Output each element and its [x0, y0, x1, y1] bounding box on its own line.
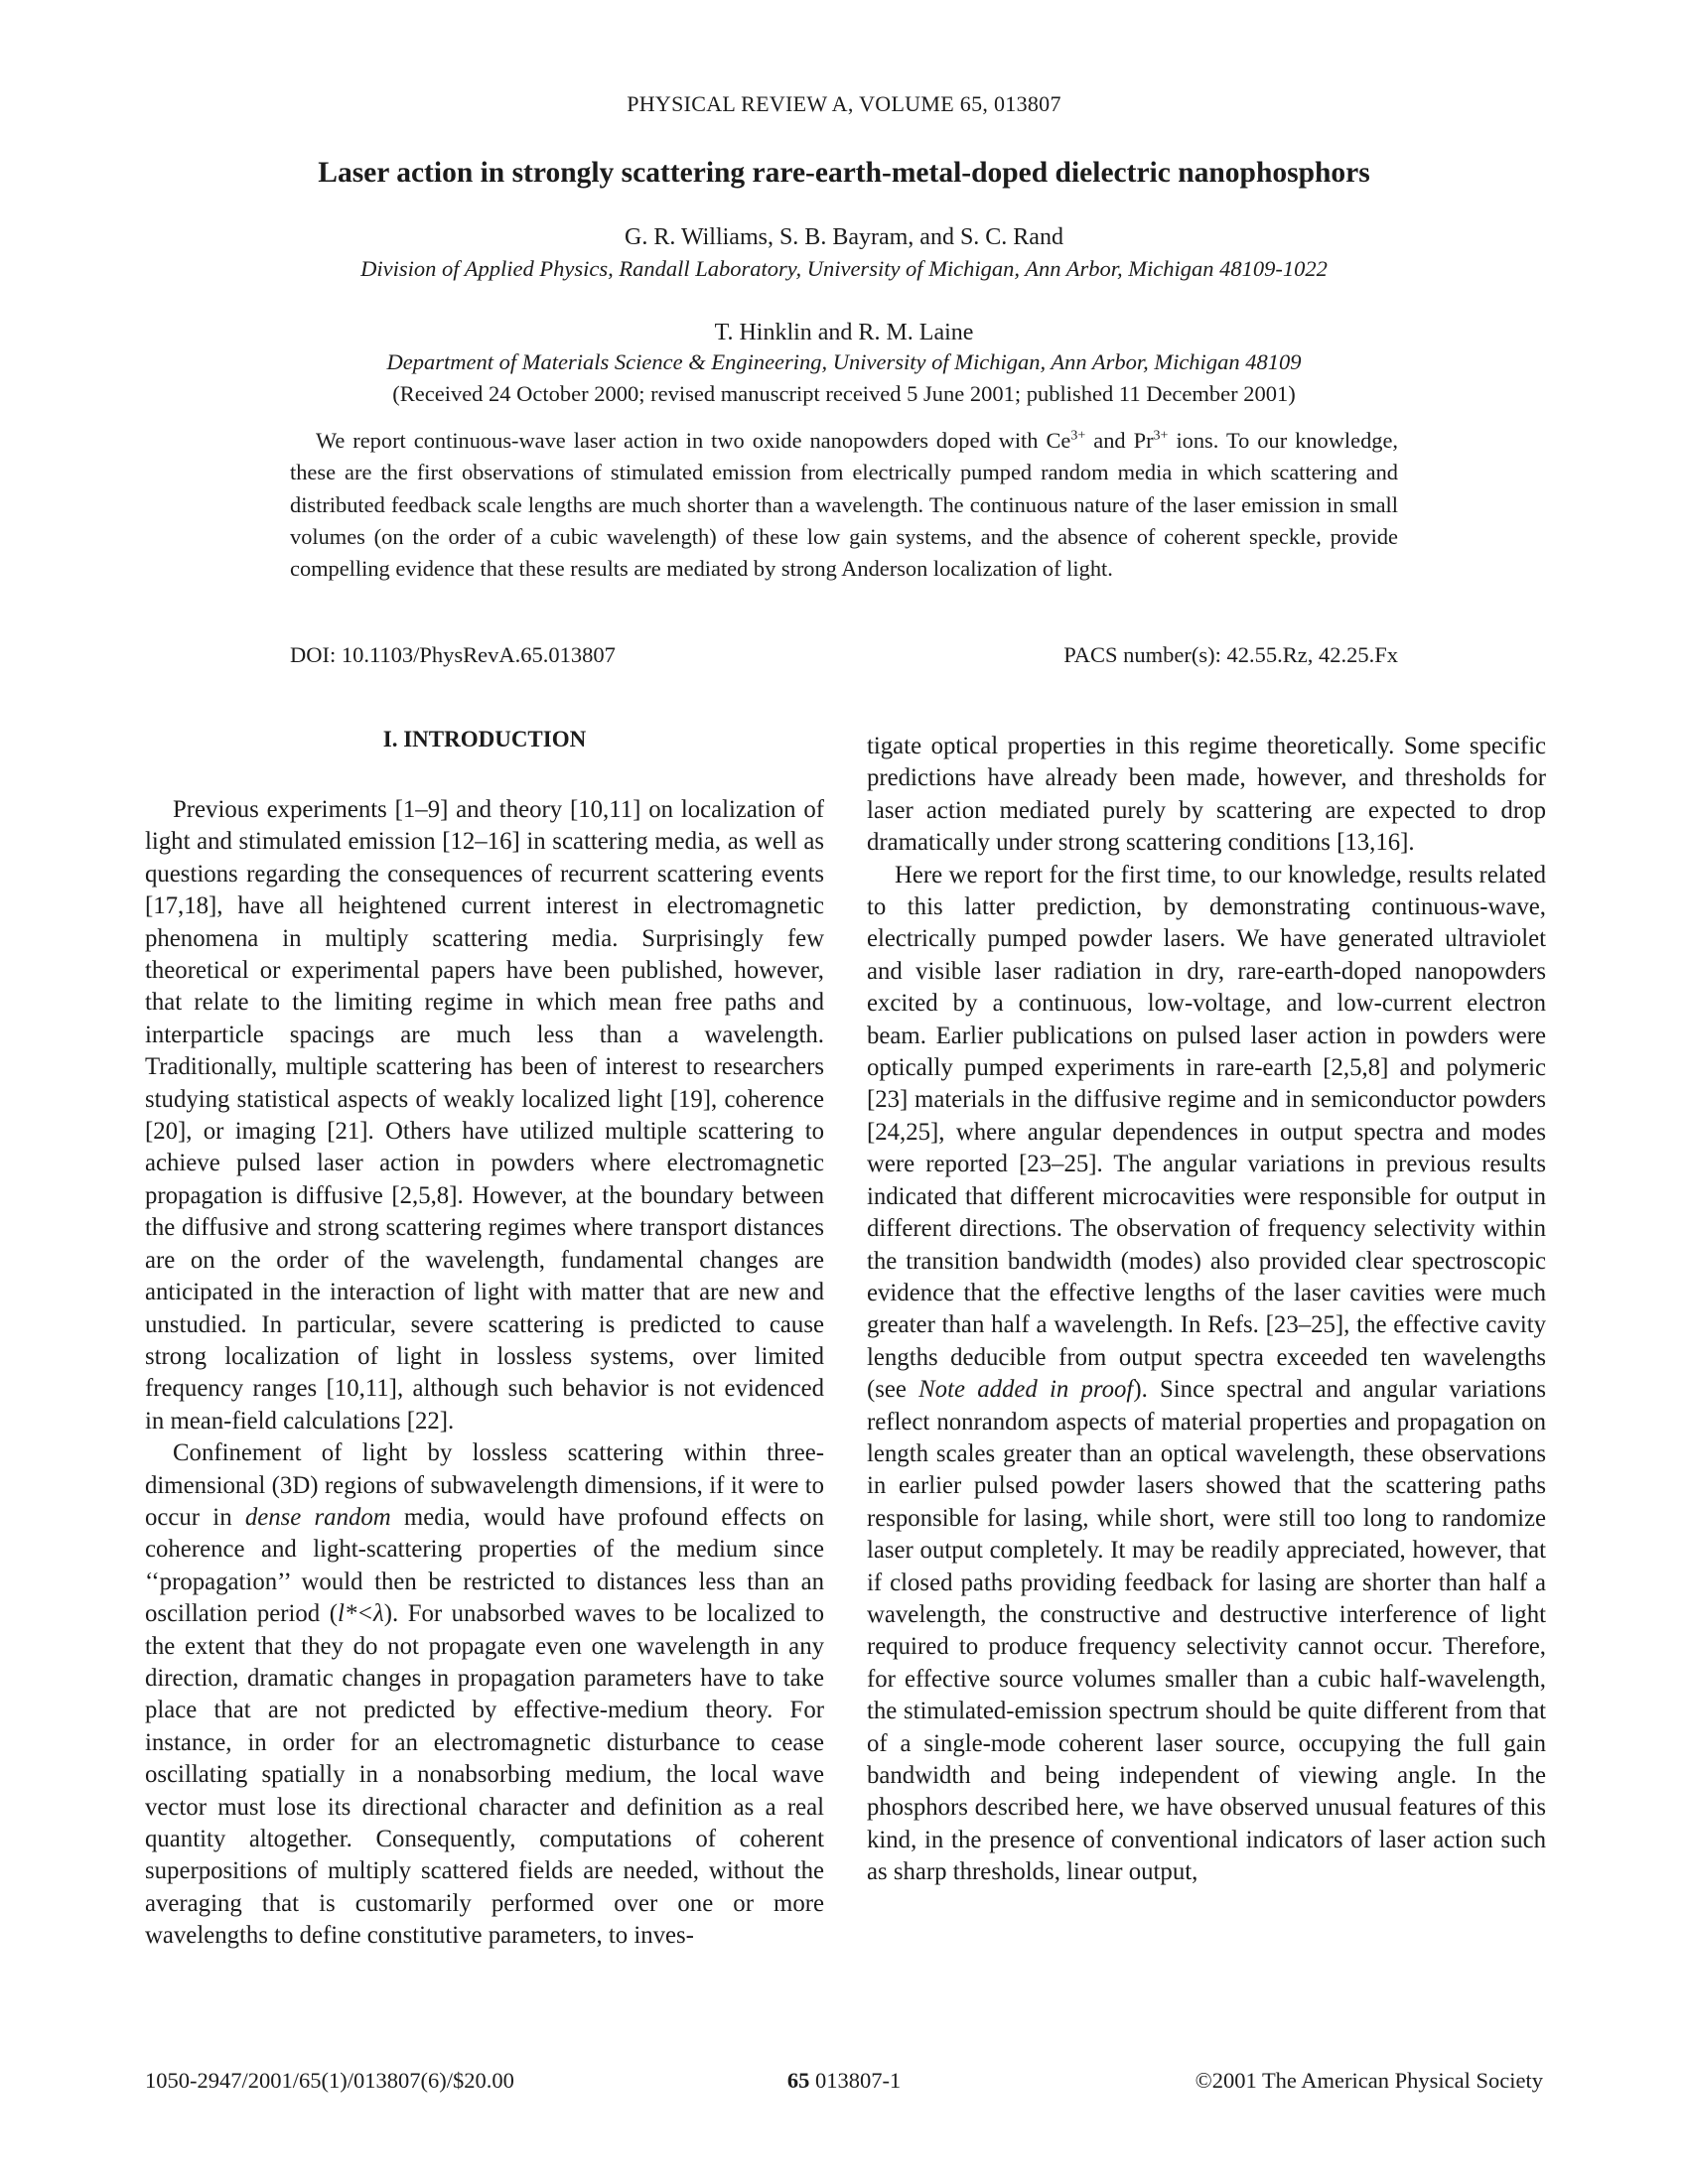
received-dates: (Received 24 October 2000; revised manuscript received 5 June 2001; published 11 December 2001) [392, 381, 1296, 406]
left-column [145, 794, 824, 1953]
right-paragraph-2-text-a: Here we report for the first time, to our knowledge, results related to this latter prediction, by demonstrating continuous-wave, electrically pumped powder lasers. We have generated ultraviolet and visible laser radiation in dry, rare-earth-doped nanopowders excited by a continuous, low-voltage, and low-current electron beam. Earlier publications on pulsed laser action in powders were optically pumped experiments in rare-earth [2,5,8] and polymeric [23] materials in the diffusive regime and in semiconductor powders [24,25], where angular dependences in output spectra and modes were reported [23–25]. The angular variations in previous results indicated that different microcavities were responsible for output in different directions. The observation of frequency selectivity within the transition bandwidth (modes) also provided clear spectroscopic evidence that the effective lengths of the laser cavities were much greater than half a wavelength. In Refs. [23–25], the effective cavity lengths deducible from output spectra exceeded ten wavelengths (see [867, 861, 1546, 1404]
doi: DOI: 10.1103/PhysRevA.65.013807 [290, 642, 616, 667]
paper-title: Laser action in strongly scattering rare-earth-metal-doped dielectric nanophosphors [318, 157, 1370, 189]
right-paragraph-1: tigate optical properties in this regime theoretically. Some specific predictions have already been made, however, and thresholds for laser action mediated purely by scattering are expected to drop dramatically under strong scattering conditions [13,16]. [867, 733, 1546, 857]
section-heading: I. INTRODUCTION [382, 727, 587, 751]
affiliation-2: Department of Materials Science & Engineering, University of Michigan, Ann Arbor, Michigan 48109 [386, 349, 1302, 374]
journal-header: PHYSICAL REVIEW A, VOLUME 65, 013807 [627, 91, 1061, 116]
left-paragraph-2-text-b: media, would have profound effects on coherence and light-scattering properties of the medium since ‘‘propagation’’ would then be restricted to distances less than an oscillation period ( [145, 1503, 824, 1628]
left-paragraph-1: Previous experiments [1–9] and theory [10,11] on localization of light and stimulated emission [12–16] in scattering media, as well as questions regarding the consequences of recurrent scattering events [17,18], have all heightened current interest in electromagnetic phenomena in multiply scattering media. Surprisingly few theoretical or experimental papers have been published, however, that relate to the limiting regime in which mean free paths and interparticle spacings are much less than a wavelength. Traditionally, multiple scattering has been of interest to researchers studying statistical aspects of weakly localized light [19], coherence [20], or imaging [21]. Others have utilized multiple scattering to achieve pulsed laser action in powders where electromagnetic propagation is diffusive [2,5,8]. However, at the boundary between the diffusive and strong scattering regimes where transport distances are on the order of the wavelength, fundamental changes are anticipated in the interaction of light with matter that are new and unstudied. In particular, severe scattering is predicted to cause strong localization of light in lossless systems, over limited frequency ranges [10,11], although such behavior is not evidenced in mean-field calculations [22]. [145, 796, 824, 1434]
footer-page: 013807-1 [809, 2068, 902, 2093]
footer-issn: 1050-2947/2001/65(1)/013807(6)/$20.00 [145, 2068, 514, 2093]
author-list-2: T. Hinklin and R. M. Laine [714, 320, 974, 345]
superscript-charge: 3+ [1070, 428, 1086, 444]
left-paragraph-2 [145, 1437, 824, 1953]
abstract-text-2: and Pr [1085, 428, 1154, 453]
inline-symbol: l*<λ [337, 1600, 384, 1628]
emphasis-note-added: Note added in proof [918, 1376, 1134, 1404]
left-paragraph-2-text-a: Confinement of light by lossless scattering within three-dimensional (3D) regions of subwavelength dimensions, if it were to occur in [145, 1439, 824, 1531]
right-paragraph-2 [867, 860, 1546, 1889]
right-paragraph-2-text-b: ). Since spectral and angular variations reflect nonrandom aspects of material properties and propagation on length scales greater than an optical wavelength, these observations in earlier pulsed powder lasers showed that the scattering paths responsible for lasing, while short, were still too long to randomize laser output completely. It may be readily appreciated, however, that if closed paths providing feedback for lasing are shorter than half a wavelength, the constructive and destructive interference of light required to produce frequency selectivity cannot occur. Therefore, for effective source volumes smaller than a cubic half-wavelength, the stimulated-emission spectrum should be quite different from that of a single-mode coherent laser source, occupying the full gain bandwidth and being independent of viewing angle. In the phosphors described here, we have observed unusual features of this kind, in the presence of conventional indicators of laser action such as sharp thresholds, linear output, [867, 1376, 1546, 1886]
left-paragraph-2-text-c: ). For unabsorbed waves to be localized to the extent that they do not propagate even one wavelength in any direction, dramatic changes in propagation parameters have to take place that are not predicted by effective-medium theory. For instance, in order for an electromagnetic disturbance to cease oscillating spatially in a nonabsorbing medium, the local wave vector must lose its directional character and definition as a real quantity altogether. Consequently, computations of coherent superpositions of multiply scattered fields are needed, without the averaging that is customarily performed over one or more wavelengths to define constitutive parameters, to inves- [145, 1600, 825, 1950]
emphasis-dense-random: dense random [244, 1503, 391, 1531]
footer-volume: 65 [786, 2068, 810, 2093]
abstract-text-3: ions. To our knowledge, these are the first observations of stimulated emission from electrically pumped random media in which scattering and distributed feedback scale lengths are much shorter than a wavelength. The continuous nature of the laser emission in small volumes (on the order of a cubic wavelength) of these low gain systems, and the absence of coherent speckle, provide compelling evidence that these results are mediated by strong Anderson localization of light. [290, 428, 1399, 582]
pacs-numbers: PACS number(s): 42.55.Rz, 42.25.Fx [1063, 642, 1398, 667]
superscript-charge: 3+ [1153, 428, 1169, 444]
abstract-text-1: We report continuous-wave laser action in two oxide nanopowders doped with Ce [316, 428, 1071, 453]
abstract [290, 425, 1398, 585]
affiliation-1: Division of Applied Physics, Randall Laboratory, University of Michigan, Ann Arbor, Michigan 48109-1022 [360, 256, 1328, 281]
right-column [867, 731, 1546, 1889]
author-list-1: G. R. Williams, S. B. Bayram, and S. C. Rand [625, 224, 1063, 250]
footer-copyright: ©2001 The American Physical Society [1195, 2068, 1543, 2093]
